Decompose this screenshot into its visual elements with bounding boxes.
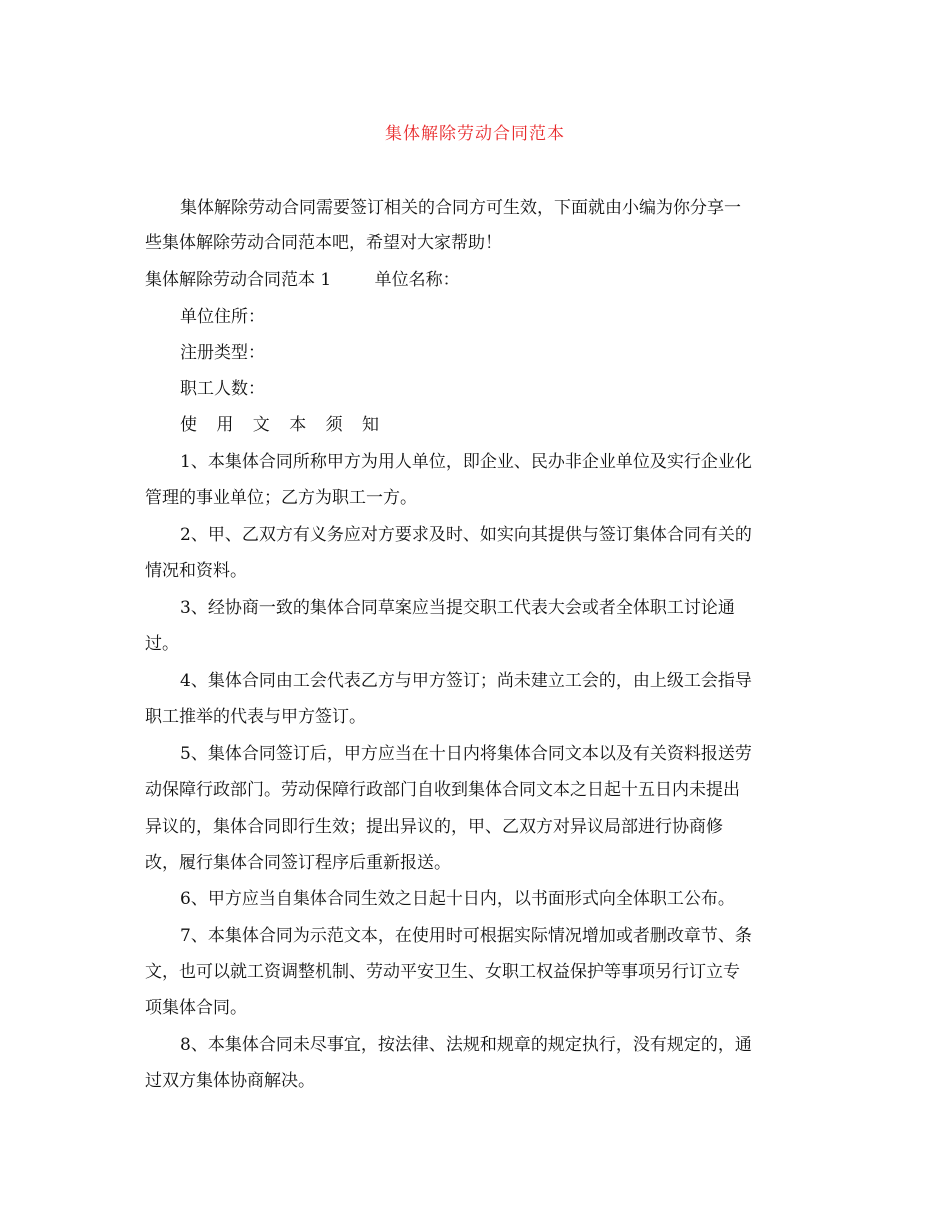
- notice-item-8-line-2: 过双方集体协商解决。: [145, 1071, 315, 1091]
- notice-item-5-line-4: 改，履行集体合同签订程序后重新报送。: [145, 853, 451, 873]
- notice-item-7-line-3: 项集体合同。: [145, 998, 247, 1018]
- notice-item-5-line-1: 5、集体合同签订后，甲方应当在十日内将集体合同文本以及有关资料报送劳: [180, 744, 752, 764]
- unit-address-label: 单位住所：: [180, 307, 265, 327]
- intro-line-1: 集体解除劳动合同需要签订相关的合同方可生效，下面就由小编为你分享一: [180, 198, 741, 218]
- registration-type-label: 注册类型：: [180, 343, 265, 363]
- notice-item-3-line-2: 过。: [145, 634, 179, 654]
- employee-count-label: 职工人数：: [180, 379, 265, 399]
- document-title: 集体解除劳动合同范本: [385, 124, 565, 144]
- notice-item-3-line-1: 3、经协商一致的集体合同草案应当提交职工代表大会或者全体职工讨论通: [180, 598, 735, 618]
- notice-item-2-line-2: 情况和资料。: [145, 561, 247, 581]
- notice-item-8-line-1: 8、本集体合同未尽事宜，按法律、法规和规章的规定执行，没有规定的，通: [180, 1035, 752, 1055]
- usage-notice-heading: 使 用 文 本 须 知: [180, 415, 387, 435]
- notice-item-1-line-2: 管理的事业单位；乙方为职工一方。: [145, 488, 417, 508]
- notice-item-2-line-1: 2、甲、乙双方有义务应对方要求及时、如实向其提供与签订集体合同有关的: [180, 525, 752, 545]
- notice-item-7-line-1: 7、本集体合同为示范文本，在使用时可根据实际情况增加或者删改章节、条: [180, 926, 752, 946]
- sample-heading-row: [145, 268, 815, 292]
- notice-item-4-line-1: 4、集体合同由工会代表乙方与甲方签订；尚未建立工会的，由上级工会指导: [180, 671, 752, 691]
- notice-item-6-line-1: 6、甲方应当自集体合同生效之日起十日内，以书面形式向全体职工公布。: [180, 889, 735, 909]
- notice-item-5-line-2: 动保障行政部门。劳动保障行政部门自收到集体合同文本之日起十五日内未提出: [145, 780, 740, 800]
- notice-item-7-line-2: 文，也可以就工资调整机制、劳动平安卫生、女职工权益保护等事项另行订立专: [145, 962, 740, 982]
- notice-item-1-line-1: 1、本集体合同所称甲方为用人单位，即企业、民办非企业单位及实行企业化: [180, 452, 752, 472]
- notice-item-4-line-2: 职工推举的代表与甲方签订。: [145, 707, 366, 727]
- intro-line-2: 些集体解除劳动合同范本吧，希望对大家帮助！: [145, 233, 502, 253]
- notice-item-5-line-3: 异议的，集体合同即行生效；提出异议的，甲、乙双方对异议局部进行协商修: [145, 817, 723, 837]
- sample-heading: 集体解除劳动合同范本 1: [145, 270, 332, 290]
- unit-name-label: 单位名称：: [374, 270, 460, 290]
